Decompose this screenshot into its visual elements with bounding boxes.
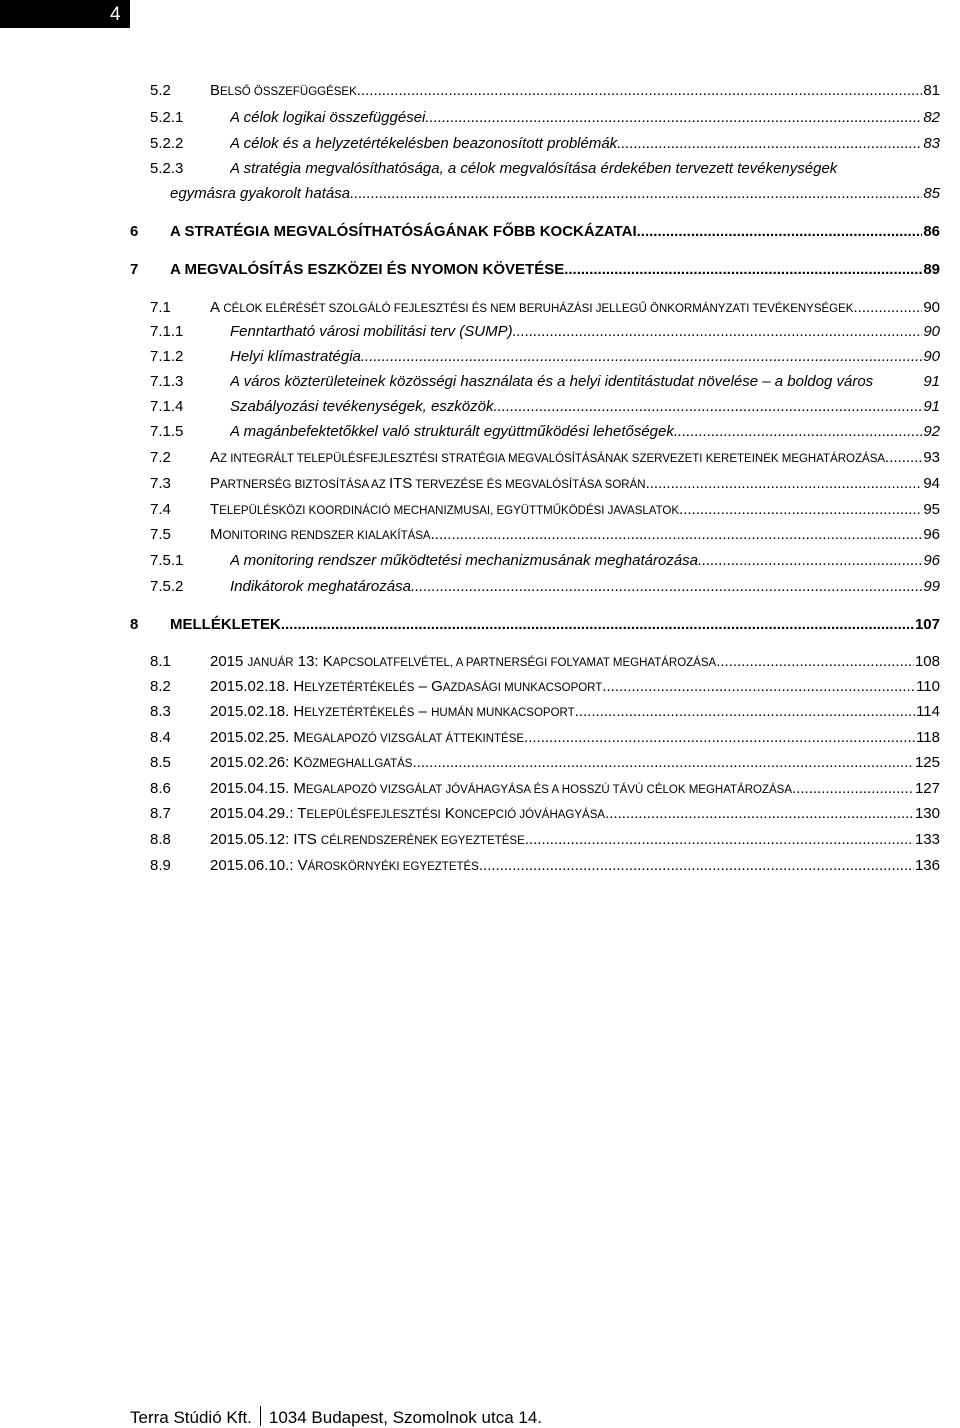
toc-entry-page: 108 <box>914 653 940 670</box>
toc-entry[interactable] <box>0 183 960 205</box>
page-number-box <box>0 0 130 28</box>
toc-leader-dots <box>525 829 914 852</box>
toc-entry-title <box>210 676 940 699</box>
toc-entry-title <box>210 499 940 522</box>
toc-entry-title <box>210 473 940 496</box>
toc-entry-page: 95 <box>923 501 940 518</box>
toc-leader-dots <box>885 447 922 470</box>
toc-entry-number: 7.2 <box>150 449 171 466</box>
toc-leader-dots <box>513 321 923 343</box>
toc-entry-text: BELSŐ ÖSSZEFÜGGÉSEK <box>210 82 357 99</box>
toc-entry-page: 91 <box>923 373 940 390</box>
toc-entry-page: 93 <box>923 449 940 466</box>
toc-entry-page: 92 <box>923 423 940 440</box>
toc-entry[interactable] <box>0 447 960 469</box>
toc-leader-dots <box>792 778 914 801</box>
toc-entry-number: 7.1.3 <box>150 373 184 390</box>
toc-entry-number: 8.2 <box>150 678 171 695</box>
toc-entry-page: 82 <box>923 109 940 126</box>
toc-entry-page: 90 <box>923 323 940 340</box>
toc-entry-number: 7.1.1 <box>150 323 184 340</box>
toc-entry-title <box>210 524 940 547</box>
toc-entry[interactable] <box>0 614 960 636</box>
toc-entry-title <box>210 778 940 801</box>
footer-company: Terra Stúdió Kft. <box>130 1408 252 1427</box>
toc-leader-dots <box>411 576 922 598</box>
toc-entry-text: Fenntartható városi mobilitási terv (SUMP) <box>230 323 513 340</box>
toc-entry-page: 94 <box>923 475 940 492</box>
toc-entry[interactable] <box>0 651 960 673</box>
toc-entry-page: 91 <box>923 398 940 415</box>
toc-entry-text: A célok és a helyzetértékelésben beazonosított problémák <box>230 135 618 152</box>
toc-entry-title <box>210 701 940 724</box>
toc-entry-title <box>210 447 940 470</box>
toc-entry[interactable] <box>0 80 960 102</box>
toc-entry-number: 5.2 <box>150 82 171 99</box>
toc-entry-title <box>170 183 940 205</box>
toc-entry[interactable] <box>0 133 960 155</box>
toc-entry-text: 2015.02.25. MEGALAPOZÓ VIZSGÁLAT ÁTTEKINTÉSE <box>210 729 525 746</box>
toc-entry-text: egymásra gyakorolt hatása <box>170 185 351 202</box>
toc-leader-dots <box>698 550 922 572</box>
toc-entry-number: 5.2.3 <box>150 160 184 177</box>
toc-leader-dots <box>564 259 922 281</box>
toc-entry-title <box>210 803 940 826</box>
toc-entry-text: A stratégia megvalósíthatósága, a célok megvalósítása érdekében tervezett tevékenységek <box>230 160 838 177</box>
toc-entry-page: 85 <box>923 185 940 202</box>
toc-entry-number: 8.7 <box>150 805 171 822</box>
toc-entry-title <box>230 133 940 155</box>
toc-entry-text: A MEGVALÓSÍTÁS ESZKÖZEI ÉS NYOMON KÖVETÉSE <box>170 261 565 278</box>
toc-leader-dots <box>350 183 922 205</box>
toc-entry-page: 114 <box>916 703 940 720</box>
toc-entry-title <box>170 614 940 636</box>
toc-entry-text: Helyi klímastratégia <box>230 348 361 365</box>
toc-entry-title <box>230 346 940 368</box>
toc-entry[interactable] <box>0 855 960 877</box>
toc-leader-dots <box>575 701 915 724</box>
toc-entry-page <box>939 158 940 180</box>
toc-entry[interactable] <box>0 158 960 180</box>
toc-entry-number: 7.5 <box>150 526 171 543</box>
toc-entry-number: 5.2.1 <box>150 109 184 126</box>
toc-entry-number: 7.5.1 <box>150 552 184 569</box>
toc-entry-text: 2015.05.12: ITS CÉLRENDSZERÉNEK EGYEZTETÉSE <box>210 831 525 848</box>
toc-entry-page: 90 <box>923 348 940 365</box>
toc-entry-number: 5.2.2 <box>150 135 184 152</box>
toc-entry-number: 7.1.5 <box>150 423 184 440</box>
toc-entry-title <box>230 371 940 393</box>
toc-entry-number: 8.1 <box>150 653 171 670</box>
toc-entry[interactable] <box>0 524 960 546</box>
toc-entry[interactable] <box>0 221 960 243</box>
toc-entry[interactable] <box>0 259 960 281</box>
toc-entry[interactable] <box>0 297 960 319</box>
toc-entry-title <box>230 550 940 572</box>
toc-entry-page: 83 <box>923 135 940 152</box>
toc-entry-number: 7.3 <box>150 475 171 492</box>
toc-entry[interactable] <box>0 576 960 598</box>
toc-entry-page: 96 <box>923 552 940 569</box>
toc-entry[interactable] <box>0 107 960 129</box>
toc-entry-number: 7.1 <box>150 299 171 316</box>
toc-leader-dots <box>412 752 913 775</box>
toc-leader-dots <box>646 473 923 496</box>
toc-entry-number: 8.5 <box>150 754 171 771</box>
toc-entry[interactable] <box>0 371 960 393</box>
toc-entry-title <box>230 107 940 129</box>
toc-entry-page: 130 <box>914 805 940 822</box>
toc-entry-text: 2015.04.29.: TELEPÜLÉSFEJLESZTÉSI KONCEPCIÓ JÓVÁHAGYÁSA <box>210 805 606 822</box>
toc-entry-page: 89 <box>923 261 940 278</box>
toc-entry-title <box>230 421 940 443</box>
toc-entry-text: A célok logikai összefüggései <box>230 109 426 126</box>
toc-entry[interactable] <box>0 803 960 825</box>
footer-separator <box>260 1406 261 1426</box>
toc-entry-number: 8.3 <box>150 703 171 720</box>
toc-leader-dots <box>357 80 923 103</box>
toc-entry-title <box>230 576 940 598</box>
toc-entry-number: 8.9 <box>150 857 171 874</box>
toc-entry-page: 107 <box>914 616 940 633</box>
toc-entry-page: 127 <box>914 780 940 797</box>
toc-leader-dots <box>617 133 922 155</box>
toc-entry[interactable] <box>0 727 960 749</box>
toc-entry-title <box>170 259 940 281</box>
toc-entry[interactable] <box>0 499 960 521</box>
toc-entry-title <box>210 297 940 320</box>
toc-entry[interactable] <box>0 550 960 572</box>
toc-entry-number: 8.4 <box>150 729 171 746</box>
toc-entry-title <box>170 221 940 243</box>
toc-entry-number: 8 <box>130 616 139 633</box>
toc-entry-text: A magánbefektetőkkel való strukturált együttműködési lehetőségek <box>230 423 674 440</box>
toc-entry-page: 118 <box>916 729 940 746</box>
toc-entry-text: 2015.04.15. MEGALAPOZÓ VIZSGÁLAT JÓVÁHAGYÁSA ÉS A HOSSZÚ TÁVÚ CÉLOK MEGHATÁROZÁSA <box>210 780 793 797</box>
toc-leader-dots <box>674 421 922 443</box>
toc-entry-title <box>230 396 940 418</box>
toc-entry-text: 2015 JANUÁR 13: KAPCSOLATFELVÉTEL, A PARTNERSÉGI FOLYAMAT MEGHATÁROZÁSA <box>210 653 717 670</box>
toc-leader-dots <box>479 855 914 878</box>
toc-entry-text: 2015.02.18. HELYZETÉRTÉKELÉS – GAZDASÁGI MUNKACSOPORT <box>210 678 603 695</box>
toc-entry-title <box>230 158 940 180</box>
page-number: 4 <box>110 4 121 25</box>
toc-entry-page: 133 <box>914 831 940 848</box>
toc-leader-dots <box>637 221 923 243</box>
toc-entry-page: 81 <box>923 82 940 99</box>
toc-entry-page: 99 <box>923 578 940 595</box>
toc-entry-text: Szabályozási tevékenységek, eszközök <box>230 398 494 415</box>
toc-entry-title <box>210 855 940 878</box>
footer <box>130 1406 542 1428</box>
toc-entry-text: 2015.02.26: KÖZMEGHALLGATÁS <box>210 754 413 771</box>
toc-entry-number: 7.4 <box>150 501 171 518</box>
toc-entry-page: 90 <box>923 299 940 316</box>
toc-entry-title <box>210 829 940 852</box>
toc-entry[interactable] <box>0 421 960 443</box>
toc-entry[interactable] <box>0 346 960 368</box>
toc-entry-number: 6 <box>130 223 139 240</box>
toc-entry-text: TELEPÜLÉSKÖZI KOORDINÁCIÓ MECHANIZMUSAI, EGYÜTTMŰKÖDÉSI JAVASLATOK <box>210 501 680 518</box>
toc-entry-title <box>210 80 940 103</box>
toc-entry-page: 136 <box>914 857 940 874</box>
toc-entry-text: MONITORING RENDSZER KIALAKÍTÁSA <box>210 526 431 543</box>
toc-leader-dots <box>431 524 923 547</box>
toc-entry-page: 86 <box>923 223 940 240</box>
toc-entry[interactable] <box>0 829 960 851</box>
toc-leader-dots <box>524 727 915 750</box>
toc-entry-text: A monitoring rendszer működtetési mechanizmusának meghatározása <box>230 552 699 569</box>
toc-entry[interactable] <box>0 321 960 343</box>
toc-entry-text: A CÉLOK ELÉRÉSÉT SZOLGÁLÓ FEJLESZTÉSI ÉS NEM BERUHÁZÁSI JELLEGŰ ÖNKORMÁNYZATI TEVÉKENYSÉGEK <box>210 299 854 316</box>
toc-leader-dots <box>605 803 914 826</box>
toc-entry-title <box>210 651 940 674</box>
toc-entry-number: 7.5.2 <box>150 578 184 595</box>
toc-entry-text: A STRATÉGIA MEGVALÓSÍTHATÓSÁGÁNAK FŐBB KOCKÁZATAI <box>170 223 637 240</box>
toc-entry-title <box>230 321 940 343</box>
toc-leader-dots <box>493 396 922 418</box>
toc-entry-text: PARTNERSÉG BIZTOSÍTÁSA AZ ITS TERVEZÉSE ÉS MEGVALÓSÍTÁSA SORÁN <box>210 475 646 492</box>
toc-entry[interactable] <box>0 473 960 495</box>
toc-entry-text: 2015.06.10.: VÁROSKÖRNYÉKI EGYEZTETÉS <box>210 857 479 874</box>
toc-entry-text: AZ INTEGRÁLT TELEPÜLÉSFEJLESZTÉSI STRATÉGIA MEGVALÓSÍTÁSÁNAK SZERVEZETI KERETEINEK MEGHATÁROZÁSA <box>210 449 886 466</box>
toc-entry-text: MELLÉKLETEK <box>170 616 281 633</box>
toc-entry[interactable] <box>0 396 960 418</box>
toc-leader-dots <box>281 614 914 636</box>
toc-leader-dots <box>853 297 922 320</box>
toc-entry-number: 8.8 <box>150 831 171 848</box>
toc-leader-dots <box>361 346 922 368</box>
toc-entry[interactable] <box>0 778 960 800</box>
toc-entry-page: 110 <box>916 678 940 695</box>
toc-leader-dots <box>716 651 914 674</box>
footer-address: 1034 Budapest, Szomolnok utca 14. <box>268 1408 543 1427</box>
toc-entry-number: 8.6 <box>150 780 171 797</box>
toc-entry[interactable] <box>0 701 960 723</box>
toc-leader-dots <box>602 676 915 699</box>
toc-entry-text: Indikátorok meghatározása <box>230 578 411 595</box>
toc-entry-number: 7.1.4 <box>150 398 184 415</box>
toc-entry-title <box>210 727 940 750</box>
toc-entry-text: 2015.02.18. HELYZETÉRTÉKELÉS – HUMÁN MUNKACSOPORT <box>210 703 575 720</box>
toc-entry-number: 7 <box>130 261 139 278</box>
toc-leader-dots <box>679 499 922 522</box>
toc-entry-page: 96 <box>923 526 940 543</box>
toc-entry-text: A város közterületeinek közösségi használata és a helyi identitástudat növelése – a boldog város <box>230 373 874 390</box>
toc-entry-title <box>210 752 940 775</box>
toc-entry[interactable] <box>0 676 960 698</box>
toc-entry-page: 125 <box>914 754 940 771</box>
toc-entry[interactable] <box>0 752 960 774</box>
toc-entry-number: 7.1.2 <box>150 348 184 365</box>
toc-leader-dots <box>425 107 922 129</box>
